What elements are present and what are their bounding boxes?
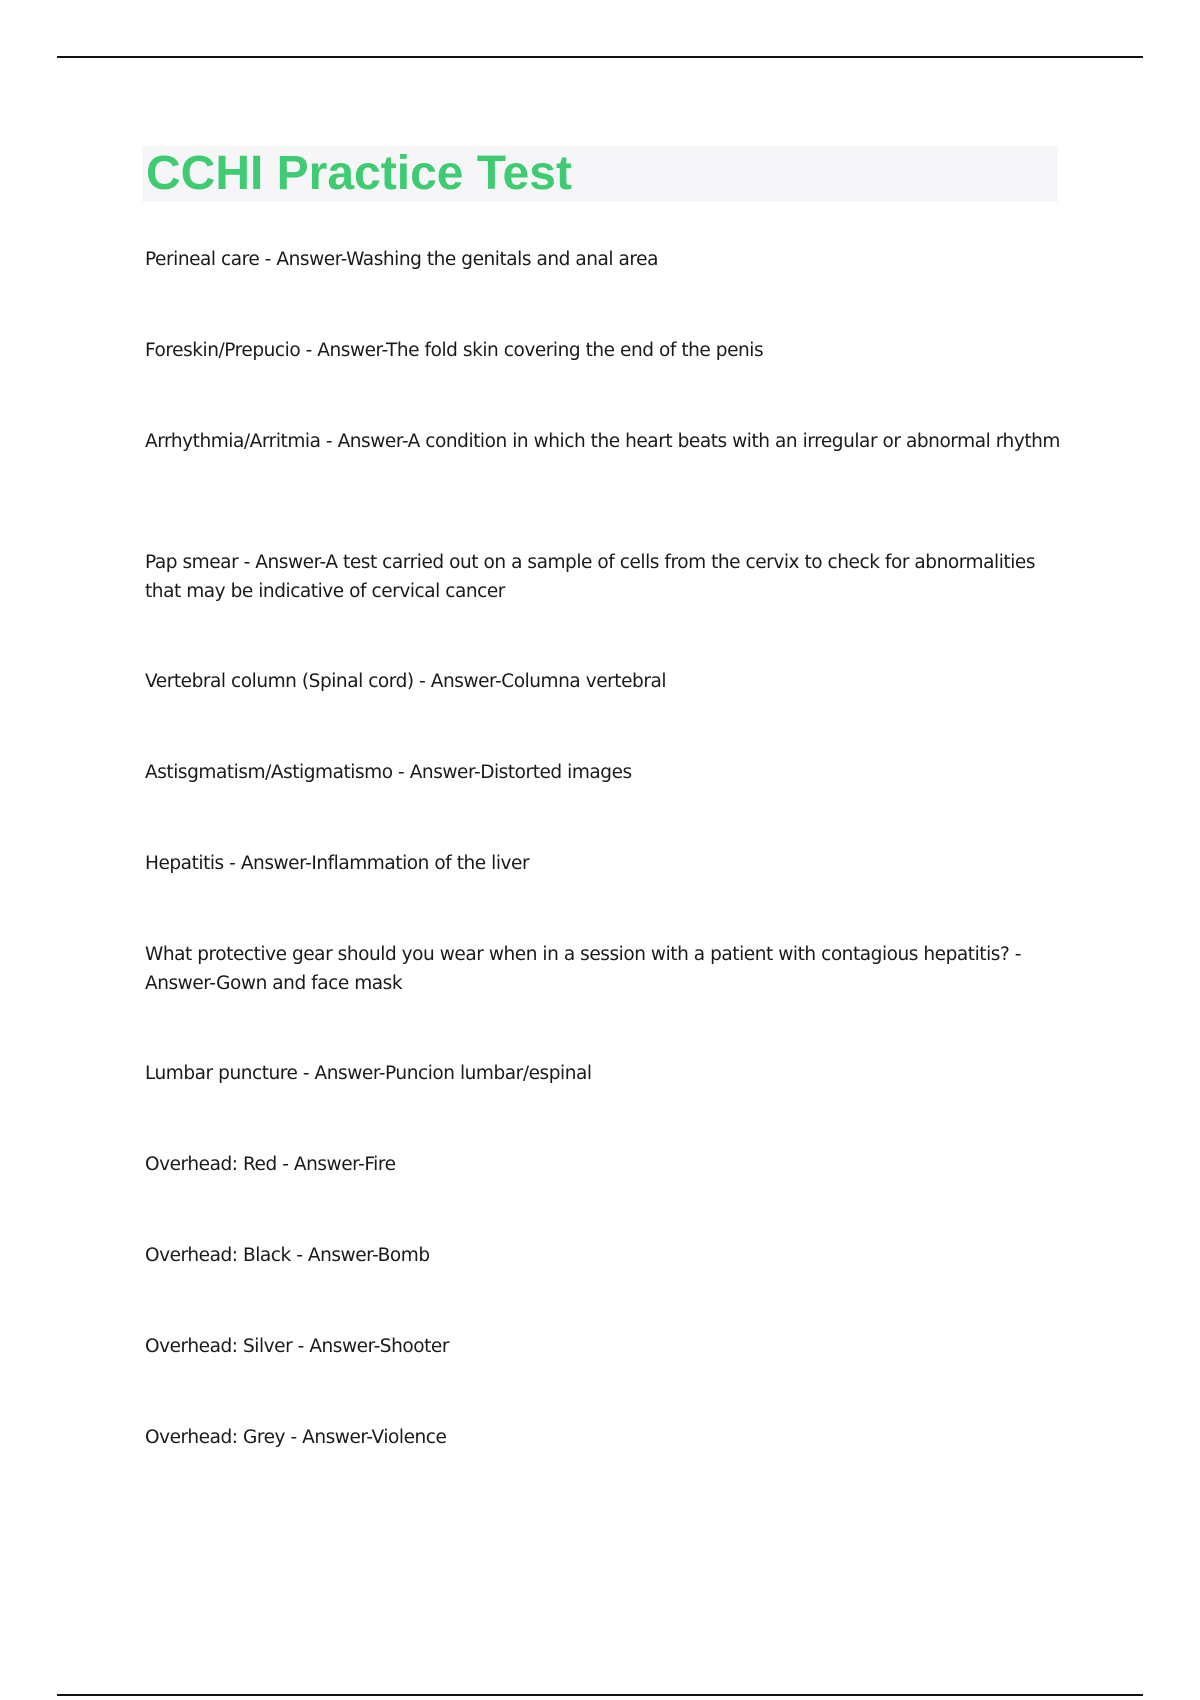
qa-item-hepatitis: Hepatitis - Answer-Inflammation of the liver: [145, 853, 530, 874]
qa-item-protective-gear: What protective gear should you wear when in a session with a patient with contagious hepatitis? - Answer-Gown and face mask: [145, 944, 1021, 994]
qa-item-astigmatism: Astisgmatism/Astigmatismo - Answer-Distorted images: [145, 762, 632, 783]
qa-item-overhead-red: Overhead: Red - Answer-Fire: [145, 1154, 396, 1175]
qa-item-arrhythmia: Arrhythmia/Arritmia - Answer-A condition in which the heart beats with an irregular or abnormal rhythm: [145, 431, 1060, 452]
qa-item-overhead-black: Overhead: Black - Answer-Bomb: [145, 1245, 430, 1266]
qa-item-foreskin: Foreskin/Prepucio - Answer-The fold skin covering the end of the penis: [145, 340, 764, 361]
qa-item-overhead-grey: Overhead: Grey - Answer-Violence: [145, 1427, 447, 1448]
qa-item-overhead-silver: Overhead: Silver - Answer-Shooter: [145, 1336, 449, 1357]
qa-item-perineal-care: Perineal care - Answer-Washing the genitals and anal area: [145, 249, 658, 270]
qa-item-pap-smear: Pap smear - Answer-A test carried out on a sample of cells from the cervix to check for abnormalities that may be indicative of cervical cancer: [145, 552, 1036, 602]
qa-item-lumbar-puncture: Lumbar puncture - Answer-Puncion lumbar/espinal: [145, 1063, 592, 1084]
bottom-divider: [57, 1694, 1143, 1696]
qa-item-vertebral-column: Vertebral column (Spinal cord) - Answer-Columna vertebral: [145, 671, 667, 692]
page-title: CCHI Practice Test: [146, 147, 572, 200]
top-divider: [57, 56, 1143, 58]
